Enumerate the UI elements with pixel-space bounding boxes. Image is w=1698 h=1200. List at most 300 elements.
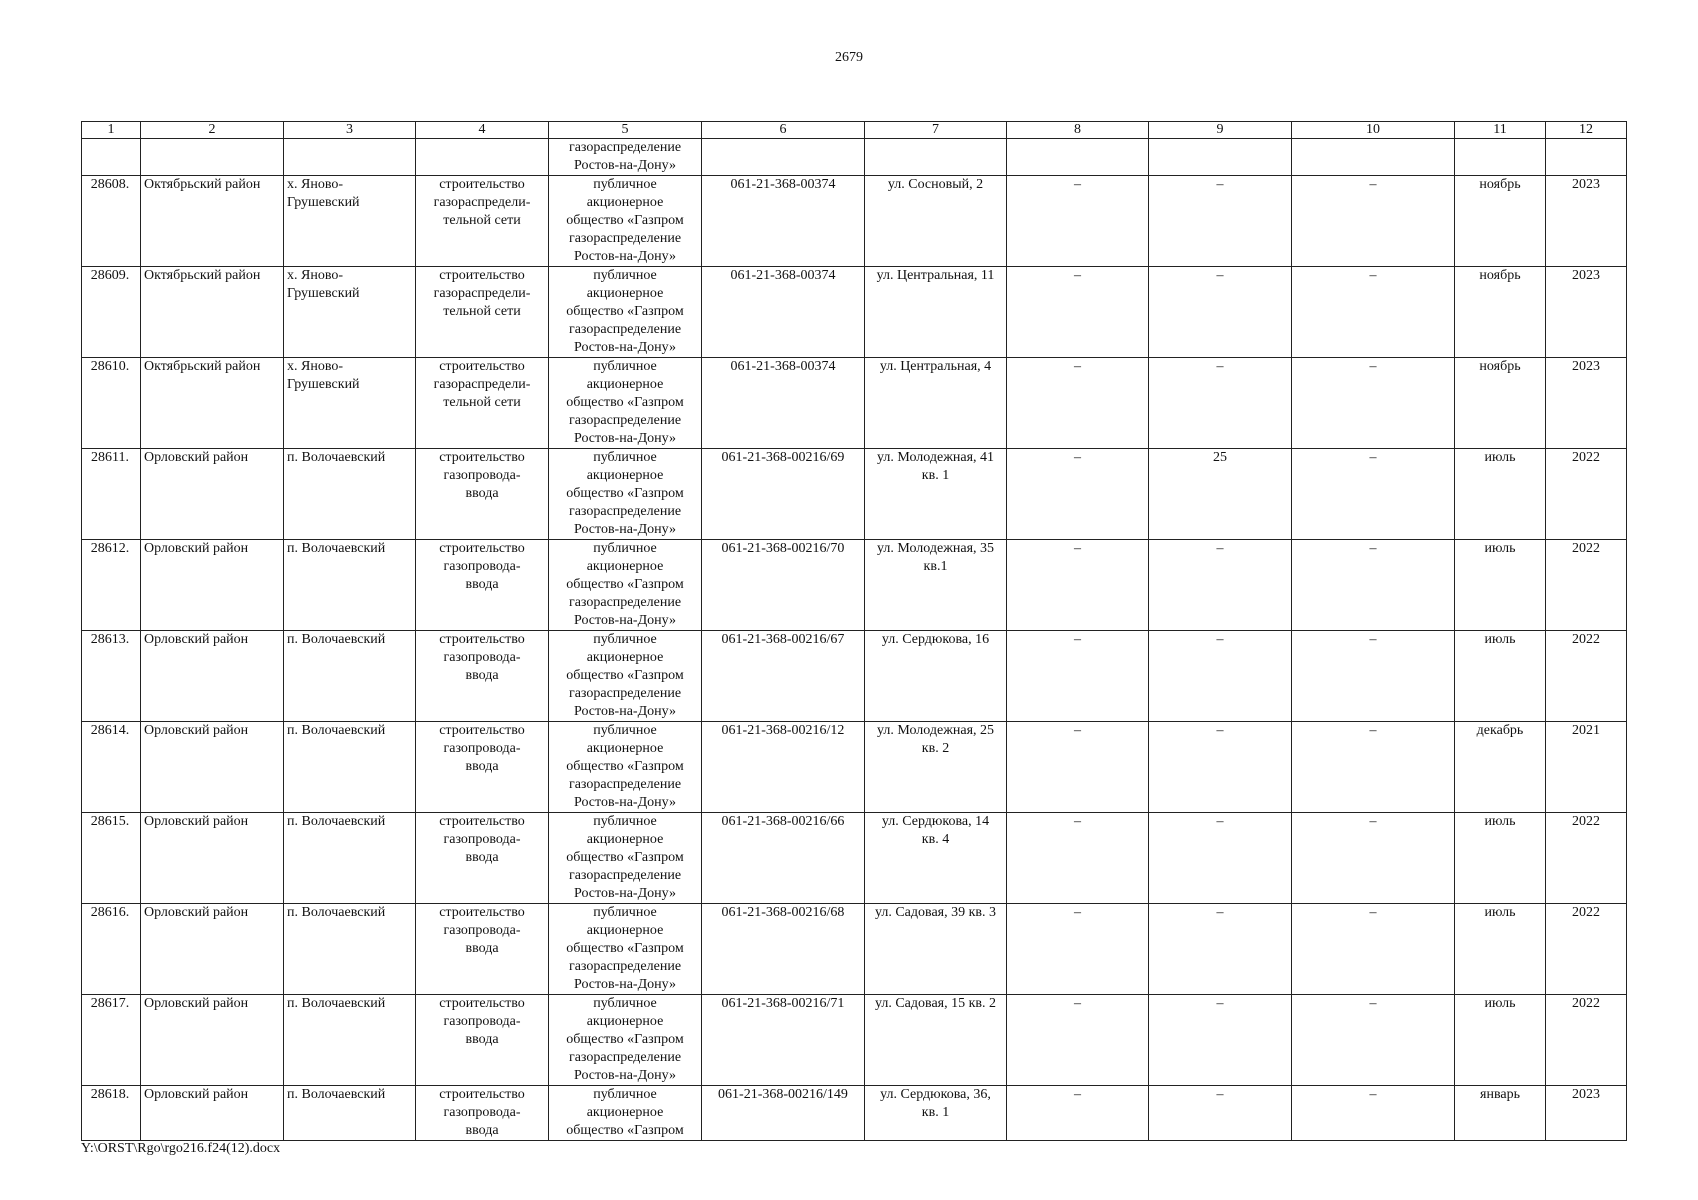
cell-text: публичное акционерное общество «Газпром газораспределение Ростов-на-Дону» — [566, 996, 684, 1083]
cell-text: строительство газопровода- ввода — [439, 905, 525, 956]
cell-text: строительство газопровода- ввода — [439, 450, 525, 501]
cell-text: строительство газопровода- ввода — [439, 996, 525, 1047]
cell-value-10 — [1292, 540, 1455, 631]
cell-text: 28617. — [90, 996, 130, 1011]
cell-settlement — [284, 813, 416, 904]
cell-text: 061-21-368-00216/68 — [721, 905, 845, 920]
cell-district — [141, 449, 284, 540]
cell-text: строительство газопровода- ввода — [439, 1087, 525, 1138]
column-header: 12 — [1546, 122, 1627, 139]
cell-text: Орловский район — [144, 905, 249, 920]
cell-month — [1455, 995, 1546, 1086]
column-number-row — [82, 122, 1627, 139]
cell-text: – — [1369, 268, 1377, 283]
cell-text: июль — [1484, 450, 1516, 465]
cell-year — [1546, 904, 1627, 995]
cell-text: 28615. — [90, 814, 130, 829]
cell-settlement — [284, 631, 416, 722]
table-row — [82, 722, 1627, 813]
cell-district — [141, 995, 284, 1086]
cell-text: п. Волочаевский — [287, 905, 386, 920]
table-row — [82, 813, 1627, 904]
cell-year — [1546, 995, 1627, 1086]
cell-work-type — [416, 449, 549, 540]
cell-text: х. Яново- Грушевский — [287, 177, 360, 210]
cell-text: – — [1074, 450, 1081, 465]
cell-text: 2023 — [1572, 177, 1600, 192]
cell-text: 28616. — [90, 905, 130, 920]
cell-text: ноябрь — [1479, 359, 1521, 374]
cell-settlement — [284, 540, 416, 631]
cell-text: Орловский район — [144, 723, 249, 738]
cell-text: 061-21-368-00216/70 — [721, 541, 845, 556]
cell-text: – — [1216, 177, 1224, 192]
column-header: 7 — [865, 122, 1007, 139]
cell-organization — [549, 139, 702, 176]
cell-work-type — [416, 813, 549, 904]
cell-record-number — [82, 139, 141, 176]
cell-text: 28618. — [90, 1087, 130, 1102]
cell-record-number — [82, 176, 141, 267]
cell-text: публичное акционерное общество «Газпром газораспределение Ростов-на-Дону» — [566, 814, 684, 901]
cell-work-type — [416, 267, 549, 358]
cell-value-8 — [1007, 176, 1149, 267]
cell-month — [1455, 904, 1546, 995]
cell-value-10 — [1292, 904, 1455, 995]
cell-month — [1455, 631, 1546, 722]
cell-month — [1455, 139, 1546, 176]
cell-text: 2021 — [1572, 723, 1600, 738]
cell-work-type — [416, 995, 549, 1086]
cell-address — [865, 358, 1007, 449]
cell-text: п. Волочаевский — [287, 541, 386, 556]
cell-permit-number — [702, 1086, 865, 1141]
register-table — [81, 121, 1627, 1141]
cell-year — [1546, 1086, 1627, 1141]
table-row — [82, 449, 1627, 540]
cell-permit-number — [702, 267, 865, 358]
cell-month — [1455, 1086, 1546, 1141]
cell-district — [141, 722, 284, 813]
cell-text: публичное акционерное общество «Газпром газораспределение Ростов-на-Дону» — [566, 359, 684, 446]
cell-address — [865, 139, 1007, 176]
cell-value-9 — [1149, 540, 1292, 631]
cell-month — [1455, 176, 1546, 267]
cell-text: 061-21-368-00216/149 — [718, 1087, 848, 1102]
cell-year — [1546, 176, 1627, 267]
cell-permit-number — [702, 813, 865, 904]
cell-text: газораспределение Ростов-на-Дону» — [568, 140, 682, 173]
cell-text: п. Волочаевский — [287, 632, 386, 647]
cell-permit-number — [702, 139, 865, 176]
cell-text: – — [1369, 723, 1377, 738]
cell-address — [865, 995, 1007, 1086]
cell-text: х. Яново- Грушевский — [287, 268, 360, 301]
cell-year — [1546, 540, 1627, 631]
cell-address — [865, 176, 1007, 267]
cell-value-10 — [1292, 813, 1455, 904]
cell-text: строительство газопровода- ввода — [439, 723, 525, 774]
cell-text: – — [1369, 1087, 1377, 1102]
cell-permit-number — [702, 449, 865, 540]
cell-text: 061-21-368-00216/66 — [721, 814, 845, 829]
cell-value-10 — [1292, 358, 1455, 449]
cell-organization — [549, 813, 702, 904]
cell-text: 2022 — [1572, 905, 1600, 920]
cell-text: – — [1369, 359, 1377, 374]
cell-text: декабрь — [1476, 723, 1524, 738]
cell-year — [1546, 722, 1627, 813]
cell-text: июль — [1484, 996, 1516, 1011]
table-row — [82, 995, 1627, 1086]
cell-text: – — [1074, 996, 1081, 1011]
cell-text: 2023 — [1572, 359, 1600, 374]
cell-year — [1546, 449, 1627, 540]
cell-record-number — [82, 358, 141, 449]
cell-text: публичное акционерное общество «Газпром газораспределение Ростов-на-Дону» — [566, 723, 684, 810]
cell-text: публичное акционерное общество «Газпром газораспределение Ростов-на-Дону» — [566, 177, 684, 264]
cell-permit-number — [702, 904, 865, 995]
cell-month — [1455, 358, 1546, 449]
cell-text: строительство газораспредели- тельной сети — [433, 359, 531, 410]
cell-text: – — [1074, 359, 1081, 374]
cell-permit-number — [702, 176, 865, 267]
cell-district — [141, 813, 284, 904]
column-header: 9 — [1149, 122, 1292, 139]
cell-record-number — [82, 813, 141, 904]
cell-record-number — [82, 904, 141, 995]
cell-text: строительство газораспредели- тельной сети — [433, 268, 531, 319]
cell-address — [865, 449, 1007, 540]
table-row — [82, 631, 1627, 722]
cell-text: публичное акционерное общество «Газпром газораспределение Ростов-на-Дону» — [566, 541, 684, 628]
cell-month — [1455, 540, 1546, 631]
cell-district — [141, 267, 284, 358]
cell-district — [141, 631, 284, 722]
cell-text: Орловский район — [144, 1087, 249, 1102]
cell-text: п. Волочаевский — [287, 450, 386, 465]
cell-text: 061-21-368-00216/12 — [721, 723, 845, 738]
table-body — [82, 139, 1627, 1141]
cell-work-type — [416, 540, 549, 631]
cell-text: ул. Центральная, 4 — [879, 359, 992, 374]
cell-address — [865, 904, 1007, 995]
cell-text: – — [1216, 723, 1224, 738]
cell-text: – — [1216, 1087, 1224, 1102]
cell-settlement — [284, 722, 416, 813]
cell-work-type — [416, 631, 549, 722]
cell-month — [1455, 813, 1546, 904]
cell-value-8 — [1007, 449, 1149, 540]
cell-text: июль — [1484, 905, 1516, 920]
cell-value-9 — [1149, 449, 1292, 540]
cell-text: – — [1216, 905, 1224, 920]
cell-text: 061-21-368-00216/67 — [721, 632, 845, 647]
cell-text: – — [1369, 450, 1377, 465]
cell-address — [865, 1086, 1007, 1141]
column-header: 1 — [82, 122, 141, 139]
cell-text: ноябрь — [1479, 177, 1521, 192]
cell-work-type — [416, 1086, 549, 1141]
cell-permit-number — [702, 358, 865, 449]
cell-value-10 — [1292, 176, 1455, 267]
cell-settlement — [284, 139, 416, 176]
cell-address — [865, 631, 1007, 722]
cell-value-10 — [1292, 449, 1455, 540]
cell-settlement — [284, 267, 416, 358]
cell-text: – — [1074, 177, 1081, 192]
cell-value-9 — [1149, 176, 1292, 267]
cell-text: ул. Садовая, 39 кв. 3 — [874, 905, 997, 920]
cell-record-number — [82, 449, 141, 540]
cell-text: – — [1369, 996, 1377, 1011]
cell-text: 28612. — [90, 541, 130, 556]
cell-text: публичное акционерное общество «Газпром — [566, 1087, 684, 1138]
cell-text: – — [1074, 268, 1081, 283]
table-row-continuation — [82, 139, 1627, 176]
cell-text: 061-21-368-00216/71 — [721, 996, 845, 1011]
cell-text: – — [1369, 177, 1377, 192]
cell-organization — [549, 722, 702, 813]
table-row — [82, 540, 1627, 631]
cell-district — [141, 904, 284, 995]
cell-text: строительство газопровода- ввода — [439, 541, 525, 592]
cell-value-10 — [1292, 1086, 1455, 1141]
cell-district — [141, 139, 284, 176]
cell-value-9 — [1149, 631, 1292, 722]
cell-month — [1455, 267, 1546, 358]
cell-text: – — [1074, 814, 1081, 829]
cell-value-8 — [1007, 631, 1149, 722]
cell-record-number — [82, 267, 141, 358]
cell-value-8 — [1007, 995, 1149, 1086]
cell-value-9 — [1149, 1086, 1292, 1141]
column-header: 10 — [1292, 122, 1455, 139]
cell-text: ул. Центральная, 11 — [876, 268, 995, 283]
cell-record-number — [82, 722, 141, 813]
cell-text: 28611. — [91, 450, 129, 465]
cell-text: 28610. — [90, 359, 130, 374]
cell-value-10 — [1292, 267, 1455, 358]
cell-text: июль — [1484, 632, 1516, 647]
cell-text: – — [1216, 268, 1224, 283]
cell-text: строительство газопровода- ввода — [439, 814, 525, 865]
cell-work-type — [416, 358, 549, 449]
cell-text: ноябрь — [1479, 268, 1521, 283]
cell-organization — [549, 540, 702, 631]
cell-text: п. Волочаевский — [287, 814, 386, 829]
cell-value-9 — [1149, 139, 1292, 176]
cell-text: 25 — [1213, 450, 1227, 465]
cell-value-10 — [1292, 722, 1455, 813]
cell-text: 2023 — [1572, 268, 1600, 283]
cell-organization — [549, 904, 702, 995]
cell-work-type — [416, 904, 549, 995]
cell-year — [1546, 267, 1627, 358]
cell-text: ул. Сосновый, 2 — [887, 177, 984, 192]
cell-text: Орловский район — [144, 632, 249, 647]
cell-text: 2022 — [1572, 450, 1600, 465]
cell-text: июль — [1484, 541, 1516, 556]
cell-text: 061-21-368-00374 — [730, 359, 836, 374]
cell-text: публичное акционерное общество «Газпром газораспределение Ростов-на-Дону» — [566, 268, 684, 355]
cell-record-number — [82, 995, 141, 1086]
cell-record-number — [82, 1086, 141, 1141]
table-row — [82, 358, 1627, 449]
cell-text: 2023 — [1572, 1087, 1600, 1102]
cell-district — [141, 540, 284, 631]
cell-text: – — [1216, 359, 1224, 374]
cell-text: – — [1216, 996, 1224, 1011]
cell-address — [865, 267, 1007, 358]
cell-organization — [549, 1086, 702, 1141]
cell-organization — [549, 449, 702, 540]
column-header: 11 — [1455, 122, 1546, 139]
cell-year — [1546, 813, 1627, 904]
cell-text: январь — [1480, 1087, 1520, 1102]
cell-work-type — [416, 722, 549, 813]
cell-text: публичное акционерное общество «Газпром газораспределение Ростов-на-Дону» — [566, 632, 684, 719]
cell-text: 2022 — [1572, 541, 1600, 556]
cell-text: ул. Сердюкова, 36, кв. 1 — [880, 1087, 991, 1120]
cell-text: – — [1216, 814, 1224, 829]
cell-text: ул. Садовая, 15 кв. 2 — [874, 996, 997, 1011]
table-row — [82, 1086, 1627, 1141]
cell-text: п. Волочаевский — [287, 996, 386, 1011]
cell-text: ул. Молодежная, 25 кв. 2 — [876, 723, 995, 756]
cell-text: х. Яново- Грушевский — [287, 359, 360, 392]
cell-text: Орловский район — [144, 541, 249, 556]
column-header: 4 — [416, 122, 549, 139]
cell-value-8 — [1007, 139, 1149, 176]
column-header: 6 — [702, 122, 865, 139]
cell-month — [1455, 449, 1546, 540]
cell-address — [865, 540, 1007, 631]
cell-value-9 — [1149, 995, 1292, 1086]
cell-value-8 — [1007, 358, 1149, 449]
cell-text: 28608. — [90, 177, 130, 192]
cell-value-8 — [1007, 813, 1149, 904]
cell-value-10 — [1292, 139, 1455, 176]
cell-text: – — [1369, 905, 1377, 920]
cell-text: – — [1216, 541, 1224, 556]
cell-year — [1546, 631, 1627, 722]
column-header: 5 — [549, 122, 702, 139]
cell-text: Октябрьский район — [144, 177, 261, 192]
cell-value-8 — [1007, 904, 1149, 995]
cell-text: 061-21-368-00374 — [730, 177, 836, 192]
cell-work-type — [416, 139, 549, 176]
cell-record-number — [82, 540, 141, 631]
table-row — [82, 904, 1627, 995]
cell-text: – — [1074, 541, 1081, 556]
cell-value-9 — [1149, 722, 1292, 813]
cell-permit-number — [702, 722, 865, 813]
page-number: 2679 — [835, 50, 863, 65]
cell-address — [865, 813, 1007, 904]
cell-value-8 — [1007, 540, 1149, 631]
cell-value-8 — [1007, 1086, 1149, 1141]
cell-text: 2022 — [1572, 814, 1600, 829]
cell-permit-number — [702, 631, 865, 722]
cell-text: 28609. — [90, 268, 130, 283]
cell-text: – — [1369, 632, 1377, 647]
cell-organization — [549, 995, 702, 1086]
cell-settlement — [284, 995, 416, 1086]
cell-text: – — [1074, 632, 1081, 647]
column-header: 8 — [1007, 122, 1149, 139]
cell-text: строительство газораспредели- тельной сети — [433, 177, 531, 228]
cell-value-8 — [1007, 267, 1149, 358]
cell-value-9 — [1149, 813, 1292, 904]
cell-text: Орловский район — [144, 814, 249, 829]
cell-text: 2022 — [1572, 632, 1600, 647]
column-header: 3 — [284, 122, 416, 139]
table-row — [82, 267, 1627, 358]
cell-settlement — [284, 358, 416, 449]
cell-text: Октябрьский район — [144, 268, 261, 283]
cell-text: Орловский район — [144, 450, 249, 465]
cell-text: Орловский район — [144, 996, 249, 1011]
table-row — [82, 176, 1627, 267]
cell-settlement — [284, 904, 416, 995]
cell-text: – — [1369, 814, 1377, 829]
cell-district — [141, 358, 284, 449]
cell-value-8 — [1007, 722, 1149, 813]
cell-organization — [549, 631, 702, 722]
cell-text: 061-21-368-00216/69 — [721, 450, 845, 465]
cell-permit-number — [702, 540, 865, 631]
cell-value-9 — [1149, 358, 1292, 449]
cell-permit-number — [702, 995, 865, 1086]
cell-organization — [549, 267, 702, 358]
file-path-footer: Y:\ORST\Rgo\rgo216.f24(12).docx — [81, 1141, 281, 1156]
cell-record-number — [82, 631, 141, 722]
cell-settlement — [284, 176, 416, 267]
cell-text: ул. Молодежная, 41 кв. 1 — [876, 450, 995, 483]
cell-text: 28613. — [90, 632, 130, 647]
cell-text: – — [1074, 723, 1081, 738]
cell-text: Октябрьский район — [144, 359, 261, 374]
cell-work-type — [416, 176, 549, 267]
cell-value-10 — [1292, 631, 1455, 722]
cell-value-9 — [1149, 904, 1292, 995]
cell-year — [1546, 139, 1627, 176]
cell-organization — [549, 358, 702, 449]
cell-text: июль — [1484, 814, 1516, 829]
cell-value-9 — [1149, 267, 1292, 358]
cell-settlement — [284, 449, 416, 540]
cell-text: 28614. — [90, 723, 130, 738]
cell-year — [1546, 358, 1627, 449]
cell-address — [865, 722, 1007, 813]
cell-text: – — [1074, 905, 1081, 920]
cell-text: строительство газопровода- ввода — [439, 632, 525, 683]
cell-text: публичное акционерное общество «Газпром газораспределение Ростов-на-Дону» — [566, 905, 684, 992]
cell-text: ул. Сердюкова, 14 кв. 4 — [881, 814, 990, 847]
cell-organization — [549, 176, 702, 267]
cell-text: п. Волочаевский — [287, 1087, 386, 1102]
cell-text: ул. Молодежная, 35 кв.1 — [876, 541, 995, 574]
cell-text: – — [1216, 632, 1224, 647]
cell-settlement — [284, 1086, 416, 1141]
cell-text: п. Волочаевский — [287, 723, 386, 738]
cell-text: 2022 — [1572, 996, 1600, 1011]
cell-text: – — [1369, 541, 1377, 556]
cell-month — [1455, 722, 1546, 813]
cell-value-10 — [1292, 995, 1455, 1086]
cell-district — [141, 1086, 284, 1141]
